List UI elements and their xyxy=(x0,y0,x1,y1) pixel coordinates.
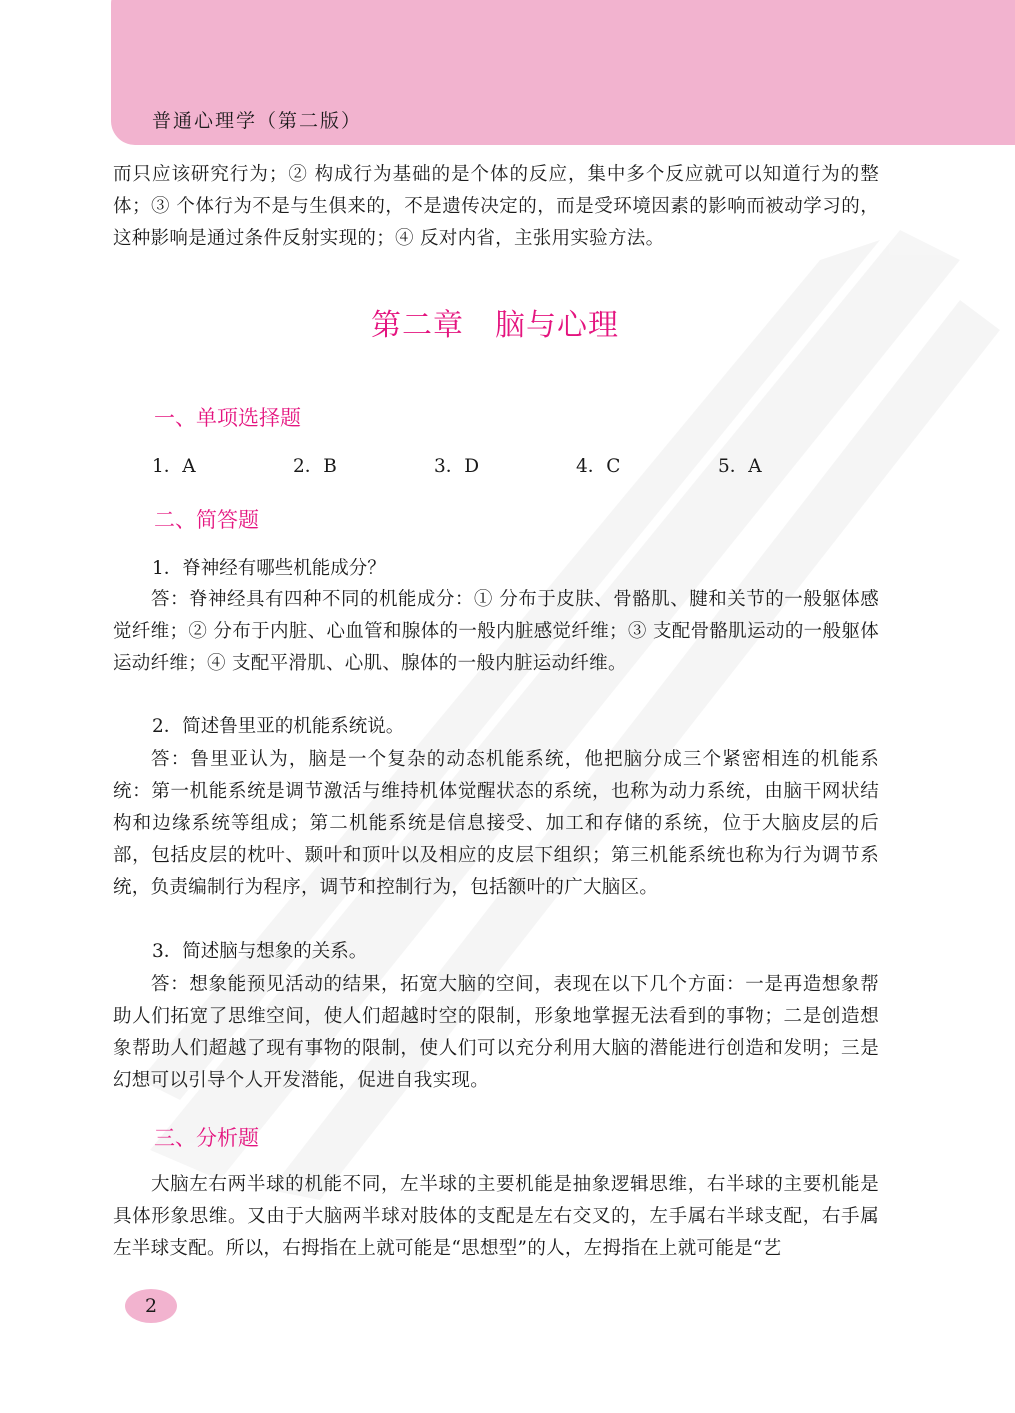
answer-key-row xyxy=(0,452,1015,482)
page-number-badge xyxy=(125,1289,177,1323)
section-heading-analysis: 三、分析题 xyxy=(154,1126,259,1150)
question-2-answer: 答：鲁里亚认为，脑是一个复杂的动态机能系统，他把脑分成三个紧密相连的机能系统：第一机能系统是调节激活与维持机体觉醒状态的系统，也称为动力系统，由脑干网状结构和边缘系统等组成；第二机能系统是信息接受、加工和存储的系统，位于大脑皮层的后部，包括皮层的枕叶、颞叶和顶叶以及相应的皮层下组织；第三机能系统也称为行为调节系统，负责编制行为程序，调节和控制行为，包括额叶的广大脑区。 xyxy=(113,749,879,898)
section-heading-multiple-choice: 一、单项选择题 xyxy=(154,406,301,430)
answer-1: 1．A xyxy=(152,456,196,477)
question-3-answer: 答：想象能预见活动的结果，拓宽大脑的空间，表现在以下几个方面：一是再造想象帮助人们拓宽了思维空间，使人们超越时空的限制，形象地掌握无法看到的事物；二是创造想象帮助人们超越了现有事物的限制，使人们可以充分利用大脑的潜能进行创造和发明；三是幻想可以引导个人开发潜能，促进自我实现。 xyxy=(113,974,879,1091)
page-number: 2 xyxy=(144,1295,158,1317)
question-1-answer: 答：脊神经具有四种不同的机能成分：① 分布于皮肤、骨骼肌、腱和关节的一般躯体感觉纤维；② 分布于内脏、心血管和腺体的一般内脏感觉纤维；③ 支配骨骼肌运动的一般躯体运动纤维；④ 支配平滑肌、心肌、腺体的一般内脏运动纤维。 xyxy=(113,589,879,674)
answer-3: 3．D xyxy=(434,456,480,477)
intro-paragraph: 而只应该研究行为；② 构成行为基础的是个体的反应，集中多个反应就可以知道行为的整体；③ 个体行为不是与生俱来的，不是遗传决定的，而是受环境因素的影响而被动学习的，这种影响是通过条件反射实现的；④ 反对内省，主张用实验方法。 xyxy=(113,164,879,249)
chapter-title: 第二章 脑与心理 xyxy=(371,308,619,343)
analysis-paragraph: 大脑左右两半球的机能不同，左半球的主要机能是抽象逻辑思维，右半球的主要机能是具体形象思维。又由于大脑两半球对肢体的支配是左右交叉的，左手属右半球支配，右手属左半球支配。所以，右拇指在上就可能是“思想型”的人，左拇指在上就可能是“艺 xyxy=(113,1174,879,1259)
question-1-title: 1．脊神经有哪些机能成分？ xyxy=(152,558,386,579)
question-3-title: 3．简述脑与想象的关系。 xyxy=(152,941,368,962)
answer-2: 2．B xyxy=(293,456,337,477)
answer-5: 5．A xyxy=(718,456,762,477)
section-heading-short-answer: 二、简答题 xyxy=(154,508,259,532)
answer-4: 4．C xyxy=(576,456,621,477)
book-title: 普通心理学（第二版） xyxy=(152,110,363,132)
question-2-title: 2．简述鲁里亚的机能系统说。 xyxy=(152,716,405,737)
